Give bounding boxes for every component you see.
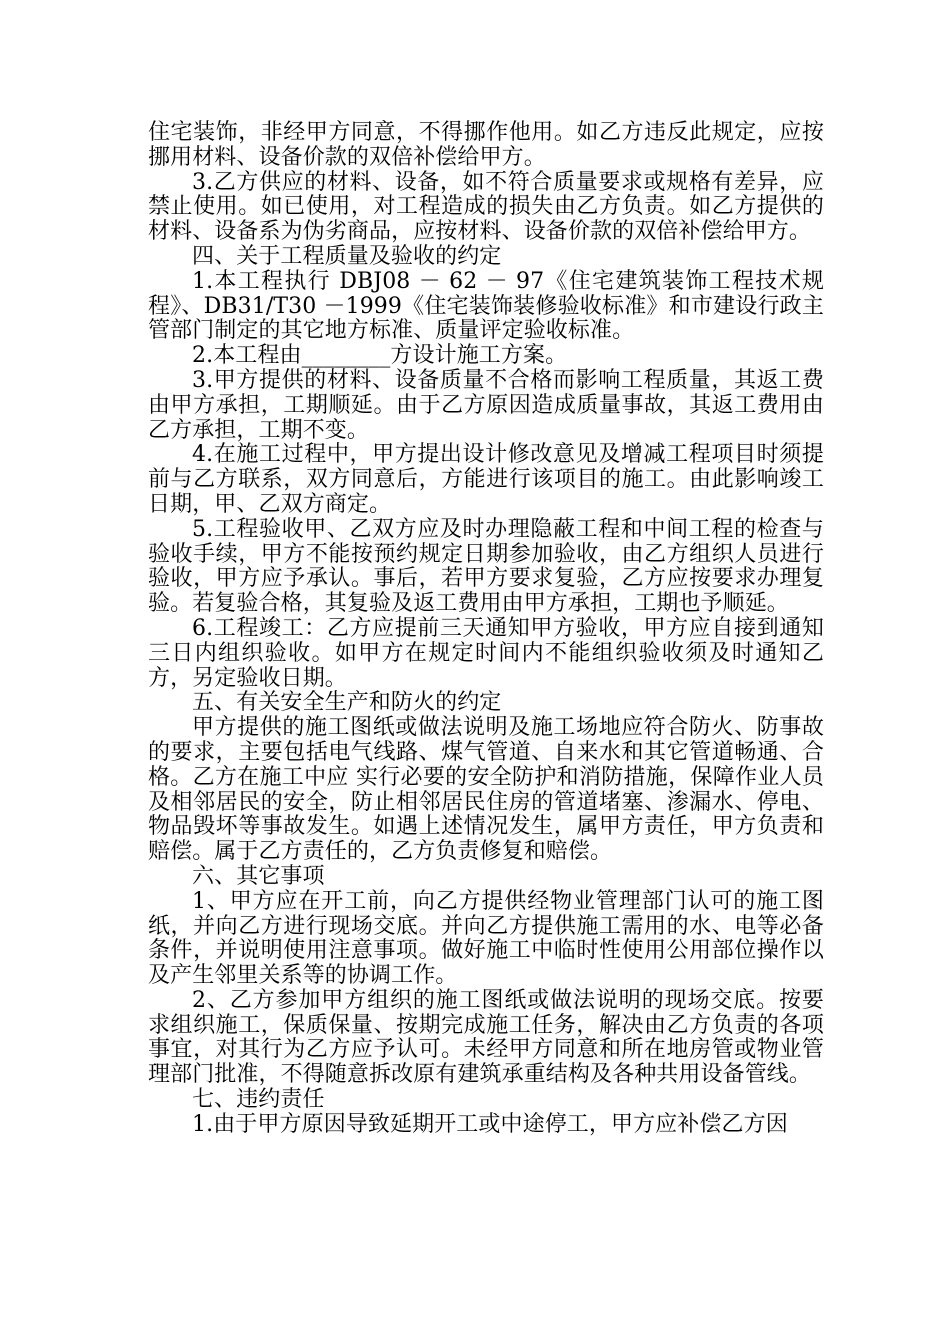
paragraph-clause-3-materials: 3.乙方供应的材料、设备，如不符合质量要求或规格有差异，应禁止使用。如已使用，对工程造成的损失由乙方负责。如乙方提供的材料、设备系为伪劣商品，应按材料、设备价款的双倍补偿给甲方。	[148, 169, 824, 245]
section-heading-safety: 五、有关安全生产和防火的约定	[192, 690, 502, 716]
paragraph-other-1: 1、甲方应在开工前，向乙方提供经物业管理部门认可的施工图纸，并向乙方进行现场交底。并向乙方提供施工需用的水、电等必备条件，并说明使用注意事项。做好施工中临时性使用公用部位操作以及产生邻里关系等的协调工作。	[148, 888, 824, 989]
section-heading-other: 六、其它事项	[192, 863, 325, 889]
paragraph-other-2: 2、乙方参加甲方组织的施工图纸或做法说明的现场交底。按要求组织施工，保质保量、按期完成施工任务，解决由乙方负责的各项事宜，对其行为乙方应予认可。未经甲方同意和所在地房管或物业管理部门批准，不得随意拆改原有建筑承重结构及各种共用设备管线。	[148, 987, 824, 1088]
paragraph-safety: 甲方提供的施工图纸或做法说明及施工场地应符合防火、防事故的要求，主要包括电气线路、煤气管道、自来水和其它管道畅通、合格。乙方在施工中应 实行必要的安全防护和消防措施，保障作业人员及相邻居民的安全，防止相邻居民住房的管道堵塞、渗漏水、停电、物品毁坏等事故发生。如遇上述情况发生，属甲方责任，甲方负责和赔偿。属于乙方责任的，乙方负责修复和赔偿。	[148, 715, 824, 865]
paragraph-quality-1: 1.本工程执行 DBJ08 － 62 － 97《住宅建筑装饰工程技术规程》、DB31/T30 －1999《住宅装饰装修验收标准》和市建设行政主管部门制定的其它地方标准、质量评定验收标准。	[148, 268, 824, 344]
paragraph-breach-1: 1.由于甲方原因导致延期开工或中途停工，甲方应补偿乙方因	[192, 1111, 788, 1137]
paragraph-quality-6: 6.工程竣工：乙方应提前三天通知甲方验收，甲方应自接到通知三日内组织验收。如甲方在规定时间内不能组织验收须及时通知乙方，另定验收日期。	[148, 615, 824, 691]
document-body	[148, 121, 824, 1138]
paragraph-quality-5: 5.工程验收甲、乙双方应及时办理隐蔽工程和中间工程的检查与验收手续，甲方不能按预约规定日期参加验收，由乙方组织人员进行验收，甲方应予承认。事后，若甲方要求复验，乙方应按要求办理复验。若复验合格，其复验及返工费用由甲方承担，工期也予顺延。	[148, 516, 824, 617]
section-heading-quality: 四、关于工程质量及验收的约定	[192, 243, 502, 269]
paragraph-quality-4: 4.在施工过程中，甲方提出设计修改意见及增减工程项目时须提前与乙方联系，双方同意后，方能进行该项目的施工。由此影响竣工日期，甲、乙双方商定。	[148, 442, 824, 517]
paragraph-continuation: 住宅装饰，非经甲方同意，不得挪作他用。如乙方违反此规定，应按挪用材料、设备价款的双倍补偿给甲方。	[148, 120, 824, 170]
section-heading-breach: 七、违约责任	[192, 1087, 325, 1113]
paragraph-quality-2: 2.本工程由________方设计施工方案。	[192, 343, 568, 369]
paragraph-quality-3: 3.甲方提供的材料、设备质量不合格而影响工程质量，其返工费由甲方承担，工期顺延。由于乙方原因造成质量事故，其返工费用由乙方承担，工期不变。	[148, 367, 824, 443]
